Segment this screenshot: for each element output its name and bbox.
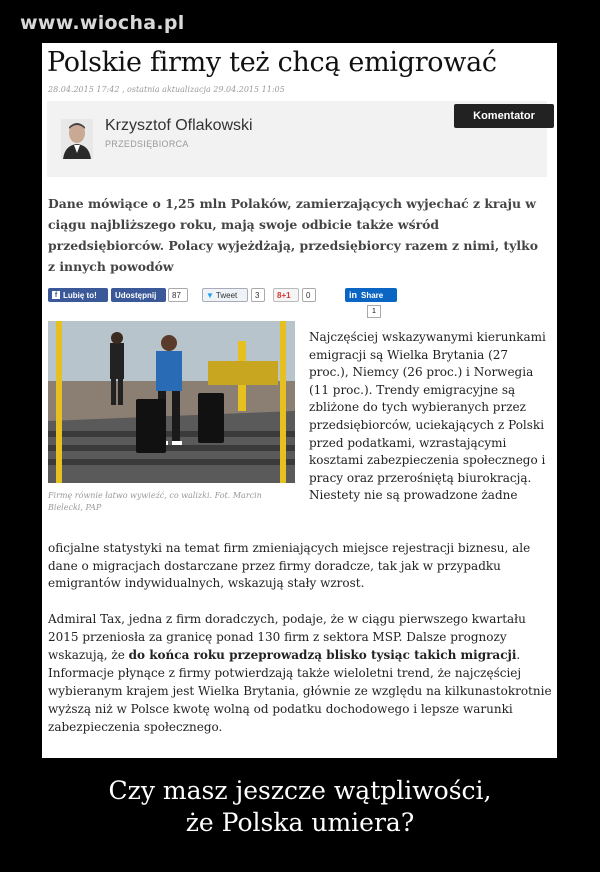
komentator-badge: Komentator [454, 104, 554, 128]
linkedin-share-button[interactable] [345, 288, 397, 302]
gplus-count: 0 [302, 288, 316, 302]
photo-caption: Firmę równie łatwo wywieźć, co walizki. Fot. Marcin Bielecki, PAP [48, 491, 262, 512]
paragraph-3-highlight: do końca roku przeprowadzą blisko tysiąc takich migracji [128, 648, 517, 662]
author-role: PRZEDSIĘBIORCA [105, 139, 189, 149]
share-bar [48, 288, 548, 315]
tweet-button[interactable] [202, 288, 248, 302]
caption-line-1: Czy masz jeszcze wątpliwości, [108, 776, 492, 805]
article-lead: Dane mówiące o 1,25 mln Polaków, zamierzających wyjechać z kraju w ciągu najbliższego roku, mają swoje odbicie także wśród przedsiębiorców. Polacy wyjeżdżają, przedsiębiorcy razem z nimi, tylko z innych powodów [48, 196, 538, 274]
article-paragraph-2: oficjalne statystyki na temat firm zmieniających miejsce rejestracji biznesu, ale dane o migracjach dostarczane przez firmy doradcze, tak jak w przypadku emigrantów indywidualnych, wskazują stały wzrost. [48, 541, 531, 591]
facebook-share-button[interactable] [111, 288, 166, 302]
twitter-bird-icon: ▼ [206, 290, 214, 300]
tweet-label: Tweet [215, 290, 238, 300]
article-paragraph-3 [48, 610, 553, 736]
like-label: Lubię to! [63, 290, 97, 300]
article-photo [48, 321, 295, 483]
article-screenshot [42, 43, 557, 758]
facebook-icon: f [52, 291, 60, 299]
linkedin-share-label: Share [361, 290, 384, 300]
share-label: Udostępnij [115, 290, 157, 300]
paragraph-3-end: . Informacje płynące z firmy potwierdzają także wieloletni trend, że najczęściej wybieranym krajem jest Wielka Brytania, głównie ze względu na kilkunastokrotnie wyższą niż w Polsce kwotę wolną od podatku dochodowego i lepsze warunki zabezpieczenia społecznego. [48, 648, 552, 734]
site-watermark: www.wiocha.pl [20, 12, 185, 34]
article-title: Polskie firmy też chcą emigrować [47, 47, 497, 78]
article-date: 28.04.2015 17:42 , ostatnia aktualizacja 29.04.2015 11:05 [48, 85, 285, 94]
linkedin-icon: in [349, 290, 357, 300]
author-name[interactable]: Krzysztof Oflakowski [105, 117, 253, 134]
facebook-count: 87 [168, 288, 188, 302]
caption-line-2: że Polska umiera? [185, 808, 415, 837]
linkedin-count: 1 [367, 305, 381, 318]
author-avatar [61, 119, 93, 159]
facebook-like-button[interactable] [48, 288, 108, 302]
tweet-count: 3 [251, 288, 265, 302]
gplus-button[interactable]: 8+1 [273, 288, 299, 302]
article-paragraph-1: Najczęściej wskazywanymi kierunkami emigracji są Wielka Brytania (27 proc.), Niemcy (26 proc.) i Norwegia (11 proc.). Trendy emigracyjne są zbliżone do tych wybieranych przez przedsiębiorców, uciekających z Polski przed podatkami, wzrastającymi kosztami zabezpieczenia społecznego i pracy oraz przerośniętą biurokracją. Niestety nie są prowadzone żadne [309, 330, 546, 503]
demotivator-caption [0, 775, 600, 839]
paragraph-3-start: Admiral Tax, jedna z firm doradczych, podaje, że w ciągu pierwszego kwartału 2015 przeniosła za granicę ponad 130 firm z sektora MSP. Dalsze prognozy wskazują, że [48, 612, 526, 662]
